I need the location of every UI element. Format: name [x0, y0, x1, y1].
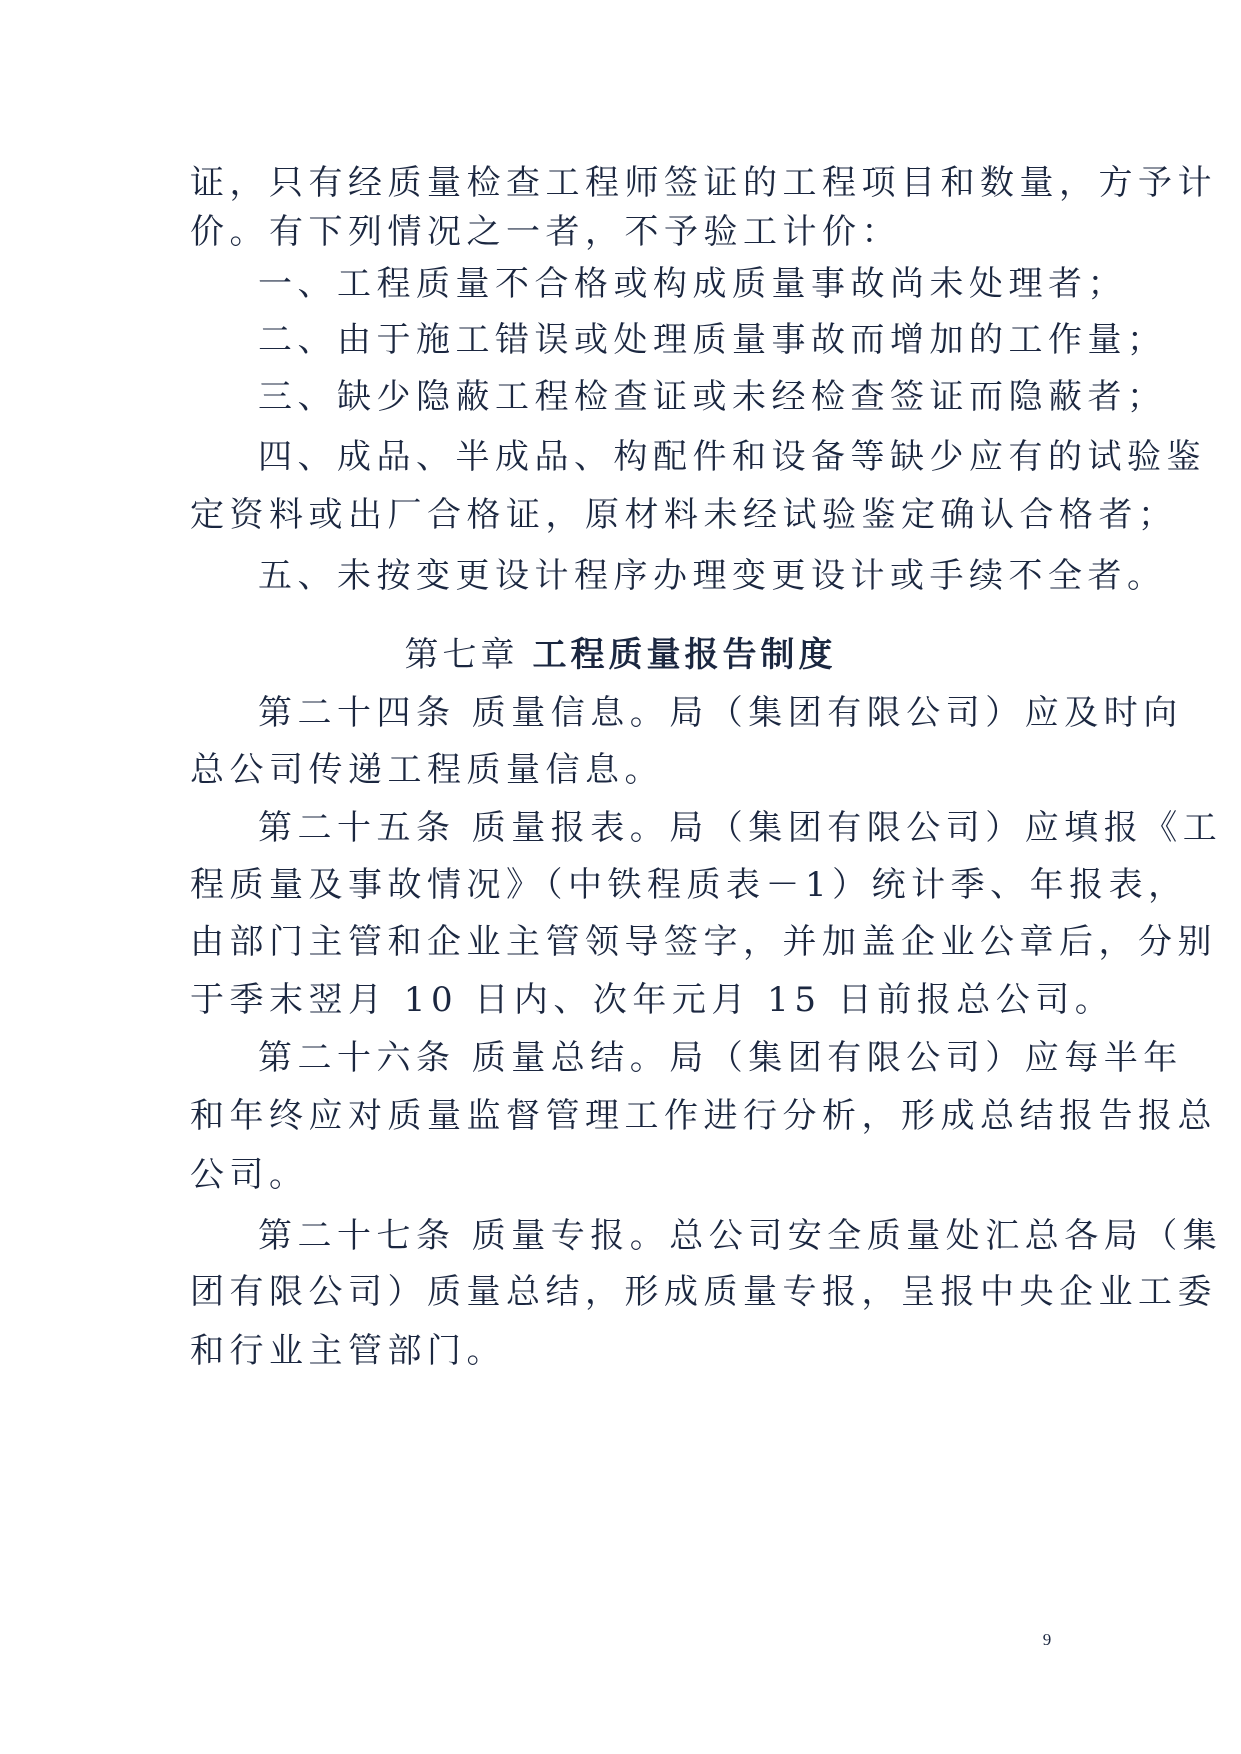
text-line: 公司。 [190, 1155, 309, 1195]
text-line: 和年终应对质量监督管理工作进行分析，形成总结报告报总 [190, 1096, 1217, 1136]
list-item-1: 一、工程质量不合格或构成质量事故尚未处理者； [258, 264, 1127, 304]
chapter-number: 第七章 [404, 635, 519, 675]
text-line: 证，只有经质量检查工程师签证的工程项目和数量，方予计 [190, 163, 1217, 203]
text-line: 于季末翌月 10 日内、次年元月 15 日前报总公司。 [190, 980, 1115, 1020]
text-line: 程质量及事故情况》（中铁程质表－1）统计季、年报表， [190, 865, 1188, 905]
text-line: 总公司传递工程质量信息。 [190, 750, 664, 790]
article-27: 第二十七条 质量专报。总公司安全质量处汇总各局（集 [258, 1216, 1223, 1256]
article-24: 第二十四条 质量信息。局（集团有限公司）应及时向 [258, 693, 1183, 733]
article-25: 第二十五条 质量报表。局（集团有限公司）应填报《工 [258, 808, 1223, 848]
page-number: 9 [1042, 1630, 1052, 1649]
text-line: 定资料或出厂合格证，原材料未经试验鉴定确认合格者； [190, 495, 1178, 535]
list-item-5: 五、未按变更设计程序办理变更设计或手续不全者。 [258, 556, 1167, 596]
list-item-4: 四、成品、半成品、构配件和设备等缺少应有的试验鉴 [258, 437, 1206, 477]
text-line: 由部门主管和企业主管领导签字，并加盖企业公章后，分别 [190, 922, 1217, 962]
list-item-2: 二、由于施工错误或处理质量事故而增加的工作量； [258, 320, 1167, 360]
article-26: 第二十六条 质量总结。局（集团有限公司）应每半年 [258, 1038, 1183, 1078]
text-line: 和行业主管部门。 [190, 1331, 506, 1371]
list-item-3: 三、缺少隐蔽工程检查证或未经检查签证而隐蔽者； [258, 377, 1167, 417]
chapter-title: 工程质量报告制度 [532, 635, 837, 675]
chapter-heading [0, 635, 1241, 675]
text-line: 团有限公司）质量总结，形成质量专报，呈报中央企业工委 [190, 1272, 1217, 1312]
text-line: 价。有下列情况之一者，不予验工计价： [190, 212, 901, 252]
